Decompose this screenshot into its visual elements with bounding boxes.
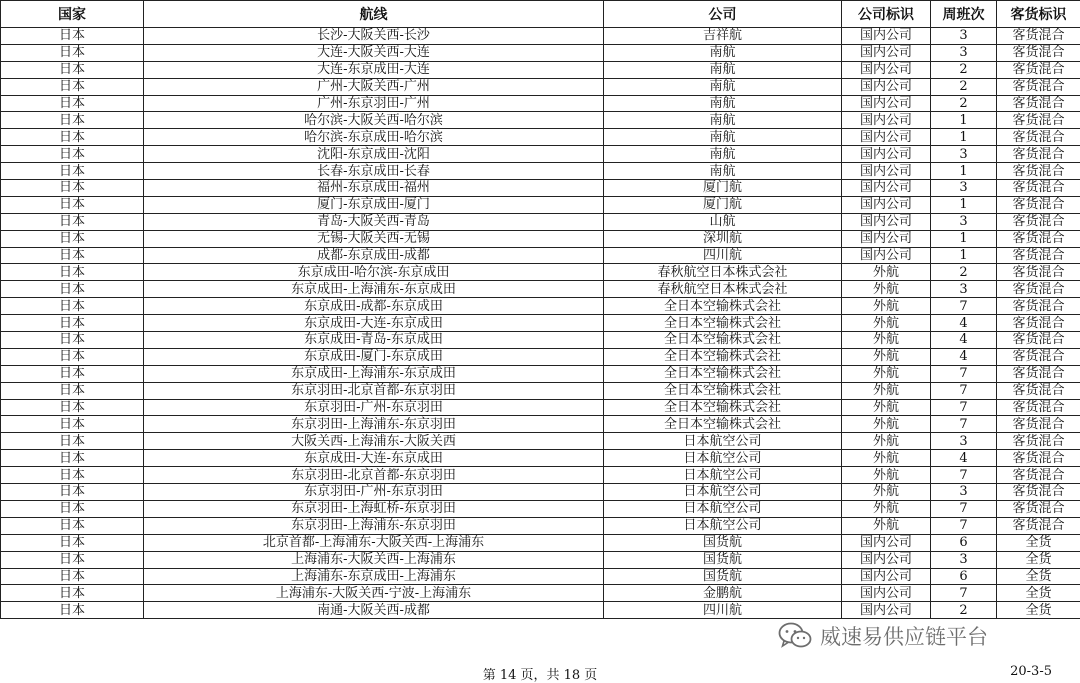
cell-route: 东京羽田-上海浦东-东京羽田 bbox=[144, 416, 604, 433]
table-row bbox=[1, 264, 1080, 281]
cell-route: 东京成田-青岛-东京成田 bbox=[144, 332, 604, 349]
cell-country: 日本 bbox=[1, 382, 144, 399]
cell-company: 南航 bbox=[604, 112, 842, 129]
table-row bbox=[1, 348, 1080, 365]
cell-company: 日本航空公司 bbox=[604, 467, 842, 484]
table-row bbox=[1, 28, 1080, 45]
cell-company: 全日本空输株式会社 bbox=[604, 332, 842, 349]
cell-route: 哈尔滨-东京成田-哈尔滨 bbox=[144, 129, 604, 146]
cell-weekly-flights: 2 bbox=[931, 61, 997, 78]
cell-cargo-type: 客货混合 bbox=[997, 281, 1080, 298]
cell-country: 日本 bbox=[1, 568, 144, 585]
cell-country: 日本 bbox=[1, 247, 144, 264]
cell-country: 日本 bbox=[1, 163, 144, 180]
cell-country: 日本 bbox=[1, 433, 144, 450]
cell-route: 大连-东京成田-大连 bbox=[144, 61, 604, 78]
cell-company-type: 外航 bbox=[842, 365, 931, 382]
table-row bbox=[1, 602, 1080, 619]
cell-route: 东京成田-成都-东京成田 bbox=[144, 298, 604, 315]
header-route: 航线 bbox=[144, 1, 604, 28]
cell-cargo-type: 客货混合 bbox=[997, 433, 1080, 450]
cell-cargo-type: 客货混合 bbox=[997, 450, 1080, 467]
cell-company-type: 国内公司 bbox=[842, 585, 931, 602]
header-cargo-type: 客货标识 bbox=[997, 1, 1080, 28]
cell-weekly-flights: 6 bbox=[931, 568, 997, 585]
cell-company-type: 外航 bbox=[842, 298, 931, 315]
cell-company: 吉祥航 bbox=[604, 28, 842, 45]
cell-company-type: 外航 bbox=[842, 348, 931, 365]
page-number: 第 14 页，共 18 页 bbox=[482, 668, 598, 683]
header-country: 国家 bbox=[1, 1, 144, 28]
cell-cargo-type: 全货 bbox=[997, 534, 1080, 551]
cell-weekly-flights: 4 bbox=[931, 450, 997, 467]
cell-route: 上海浦东-东京成田-上海浦东 bbox=[144, 568, 604, 585]
cell-cargo-type: 客货混合 bbox=[997, 348, 1080, 365]
cell-country: 日本 bbox=[1, 534, 144, 551]
table-row bbox=[1, 332, 1080, 349]
cell-company: 日本航空公司 bbox=[604, 433, 842, 450]
table-row bbox=[1, 416, 1080, 433]
cell-country: 日本 bbox=[1, 484, 144, 501]
cell-company: 全日本空输株式会社 bbox=[604, 315, 842, 332]
cell-company: 南航 bbox=[604, 95, 842, 112]
cell-cargo-type: 客货混合 bbox=[997, 78, 1080, 95]
cell-country: 日本 bbox=[1, 500, 144, 517]
table-row bbox=[1, 180, 1080, 197]
cell-company-type: 国内公司 bbox=[842, 61, 931, 78]
cell-route: 沈阳-东京成田-沈阳 bbox=[144, 146, 604, 163]
cell-company-type: 国内公司 bbox=[842, 534, 931, 551]
cell-route: 东京成田-上海浦东-东京成田 bbox=[144, 365, 604, 382]
cell-cargo-type: 客货混合 bbox=[997, 61, 1080, 78]
cell-cargo-type: 全货 bbox=[997, 602, 1080, 619]
cell-company-type: 外航 bbox=[842, 484, 931, 501]
cell-route: 哈尔滨-大阪关西-哈尔滨 bbox=[144, 112, 604, 129]
cell-company: 南航 bbox=[604, 129, 842, 146]
cell-country: 日本 bbox=[1, 602, 144, 619]
cell-route: 厦门-东京成田-厦门 bbox=[144, 196, 604, 213]
cell-company: 国货航 bbox=[604, 568, 842, 585]
table-row bbox=[1, 163, 1080, 180]
cell-country: 日本 bbox=[1, 61, 144, 78]
cell-country: 日本 bbox=[1, 112, 144, 129]
cell-weekly-flights: 3 bbox=[931, 281, 997, 298]
table-row bbox=[1, 196, 1080, 213]
cell-weekly-flights: 3 bbox=[931, 146, 997, 163]
cell-country: 日本 bbox=[1, 28, 144, 45]
table-row bbox=[1, 61, 1080, 78]
cell-country: 日本 bbox=[1, 551, 144, 568]
cell-cargo-type: 客货混合 bbox=[997, 517, 1080, 534]
cell-company: 全日本空输株式会社 bbox=[604, 399, 842, 416]
cell-cargo-type: 客货混合 bbox=[997, 95, 1080, 112]
cell-route: 上海浦东-大阪关西-宁波-上海浦东 bbox=[144, 585, 604, 602]
cell-weekly-flights: 1 bbox=[931, 112, 997, 129]
cell-company: 春秋航空日本株式会社 bbox=[604, 281, 842, 298]
cell-weekly-flights: 2 bbox=[931, 95, 997, 112]
cell-company: 厦门航 bbox=[604, 180, 842, 197]
cell-route: 东京成田-哈尔滨-东京成田 bbox=[144, 264, 604, 281]
cell-company-type: 国内公司 bbox=[842, 112, 931, 129]
cell-company-type: 外航 bbox=[842, 433, 931, 450]
cell-route: 南通-大阪关西-成都 bbox=[144, 602, 604, 619]
cell-country: 日本 bbox=[1, 230, 144, 247]
cell-cargo-type: 客货混合 bbox=[997, 382, 1080, 399]
table-row bbox=[1, 484, 1080, 501]
cell-weekly-flights: 1 bbox=[931, 196, 997, 213]
table-header-row bbox=[1, 1, 1080, 28]
print-date: 20-3-5 bbox=[1010, 664, 1052, 679]
cell-company-type: 国内公司 bbox=[842, 551, 931, 568]
cell-company-type: 外航 bbox=[842, 332, 931, 349]
cell-cargo-type: 客货混合 bbox=[997, 298, 1080, 315]
cell-company: 厦门航 bbox=[604, 196, 842, 213]
cell-weekly-flights: 7 bbox=[931, 517, 997, 534]
cell-company: 全日本空输株式会社 bbox=[604, 382, 842, 399]
cell-route: 东京羽田-上海虹桥-东京羽田 bbox=[144, 500, 604, 517]
cell-route: 广州-大阪关西-广州 bbox=[144, 78, 604, 95]
table-row bbox=[1, 247, 1080, 264]
cell-weekly-flights: 2 bbox=[931, 264, 997, 281]
cell-company: 南航 bbox=[604, 163, 842, 180]
table-row bbox=[1, 585, 1080, 602]
cell-weekly-flights: 2 bbox=[931, 78, 997, 95]
cell-company-type: 国内公司 bbox=[842, 129, 931, 146]
cell-route: 大连-大阪关西-大连 bbox=[144, 44, 604, 61]
cell-cargo-type: 客货混合 bbox=[997, 44, 1080, 61]
cell-weekly-flights: 3 bbox=[931, 484, 997, 501]
cell-route: 北京首都-上海浦东-大阪关西-上海浦东 bbox=[144, 534, 604, 551]
cell-cargo-type: 全货 bbox=[997, 568, 1080, 585]
table-row bbox=[1, 433, 1080, 450]
cell-country: 日本 bbox=[1, 298, 144, 315]
cell-weekly-flights: 1 bbox=[931, 230, 997, 247]
cell-weekly-flights: 3 bbox=[931, 213, 997, 230]
header-company: 公司 bbox=[604, 1, 842, 28]
cell-country: 日本 bbox=[1, 365, 144, 382]
cell-cargo-type: 客货混合 bbox=[997, 315, 1080, 332]
table-row bbox=[1, 78, 1080, 95]
cell-company: 日本航空公司 bbox=[604, 450, 842, 467]
table-row bbox=[1, 129, 1080, 146]
cell-company-type: 外航 bbox=[842, 315, 931, 332]
cell-cargo-type: 客货混合 bbox=[997, 213, 1080, 230]
cell-company-type: 国内公司 bbox=[842, 568, 931, 585]
cell-cargo-type: 客货混合 bbox=[997, 28, 1080, 45]
cell-country: 日本 bbox=[1, 315, 144, 332]
cell-cargo-type: 客货混合 bbox=[997, 264, 1080, 281]
cell-company-type: 外航 bbox=[842, 517, 931, 534]
cell-route: 东京羽田-北京首都-东京羽田 bbox=[144, 467, 604, 484]
table-row bbox=[1, 281, 1080, 298]
cell-cargo-type: 客货混合 bbox=[997, 332, 1080, 349]
cell-country: 日本 bbox=[1, 95, 144, 112]
cell-company: 日本航空公司 bbox=[604, 517, 842, 534]
cell-company-type: 国内公司 bbox=[842, 230, 931, 247]
cell-cargo-type: 客货混合 bbox=[997, 467, 1080, 484]
cell-company-type: 国内公司 bbox=[842, 78, 931, 95]
cell-cargo-type: 全货 bbox=[997, 551, 1080, 568]
cell-route: 东京羽田-上海浦东-东京羽田 bbox=[144, 517, 604, 534]
cell-cargo-type: 客货混合 bbox=[997, 416, 1080, 433]
cell-company-type: 国内公司 bbox=[842, 95, 931, 112]
cell-company: 南航 bbox=[604, 78, 842, 95]
cell-company-type: 国内公司 bbox=[842, 44, 931, 61]
cell-weekly-flights: 3 bbox=[931, 551, 997, 568]
cell-country: 日本 bbox=[1, 332, 144, 349]
cell-company-type: 国内公司 bbox=[842, 28, 931, 45]
table-row bbox=[1, 365, 1080, 382]
cell-weekly-flights: 4 bbox=[931, 332, 997, 349]
cell-company-type: 外航 bbox=[842, 467, 931, 484]
cell-weekly-flights: 3 bbox=[931, 433, 997, 450]
cell-weekly-flights: 4 bbox=[931, 315, 997, 332]
cell-weekly-flights: 3 bbox=[931, 180, 997, 197]
cell-weekly-flights: 1 bbox=[931, 163, 997, 180]
cell-route: 东京羽田-北京首都-东京羽田 bbox=[144, 382, 604, 399]
table-row bbox=[1, 298, 1080, 315]
cell-company: 国货航 bbox=[604, 534, 842, 551]
cell-weekly-flights: 7 bbox=[931, 585, 997, 602]
table-row bbox=[1, 467, 1080, 484]
cell-route: 成都-东京成田-成都 bbox=[144, 247, 604, 264]
table-row bbox=[1, 534, 1080, 551]
cell-route: 长沙-大阪关西-长沙 bbox=[144, 28, 604, 45]
cell-company-type: 外航 bbox=[842, 450, 931, 467]
cell-company: 金鹏航 bbox=[604, 585, 842, 602]
cell-company-type: 外航 bbox=[842, 382, 931, 399]
table-row bbox=[1, 230, 1080, 247]
cell-route: 东京羽田-广州-东京羽田 bbox=[144, 399, 604, 416]
cell-country: 日本 bbox=[1, 450, 144, 467]
cell-company-type: 国内公司 bbox=[842, 196, 931, 213]
cell-company: 全日本空输株式会社 bbox=[604, 416, 842, 433]
cell-cargo-type: 客货混合 bbox=[997, 163, 1080, 180]
cell-country: 日本 bbox=[1, 399, 144, 416]
cell-weekly-flights: 3 bbox=[931, 28, 997, 45]
cell-weekly-flights: 4 bbox=[931, 348, 997, 365]
cell-cargo-type: 客货混合 bbox=[997, 196, 1080, 213]
cell-company: 南航 bbox=[604, 44, 842, 61]
table-row bbox=[1, 112, 1080, 129]
cell-route: 广州-东京羽田-广州 bbox=[144, 95, 604, 112]
cell-weekly-flights: 7 bbox=[931, 365, 997, 382]
header-company-type: 公司标识 bbox=[842, 1, 931, 28]
cell-company: 春秋航空日本株式会社 bbox=[604, 264, 842, 281]
cell-company: 日本航空公司 bbox=[604, 484, 842, 501]
cell-weekly-flights: 3 bbox=[931, 44, 997, 61]
table-row bbox=[1, 382, 1080, 399]
cell-route: 上海浦东-大阪关西-上海浦东 bbox=[144, 551, 604, 568]
cell-cargo-type: 客货混合 bbox=[997, 146, 1080, 163]
cell-cargo-type: 客货混合 bbox=[997, 399, 1080, 416]
wechat-icon bbox=[778, 622, 812, 650]
cell-cargo-type: 客货混合 bbox=[997, 247, 1080, 264]
cell-weekly-flights: 7 bbox=[931, 399, 997, 416]
cell-company: 山航 bbox=[604, 213, 842, 230]
cell-cargo-type: 客货混合 bbox=[997, 500, 1080, 517]
cell-country: 日本 bbox=[1, 467, 144, 484]
cell-company-type: 外航 bbox=[842, 416, 931, 433]
cell-cargo-type: 客货混合 bbox=[997, 180, 1080, 197]
cell-cargo-type: 全货 bbox=[997, 585, 1080, 602]
cell-company-type: 外航 bbox=[842, 281, 931, 298]
table-row bbox=[1, 500, 1080, 517]
cell-company-type: 国内公司 bbox=[842, 146, 931, 163]
cell-route: 福州-东京成田-福州 bbox=[144, 180, 604, 197]
cell-country: 日本 bbox=[1, 78, 144, 95]
cell-country: 日本 bbox=[1, 146, 144, 163]
cell-route: 东京成田-上海浦东-东京成田 bbox=[144, 281, 604, 298]
cell-route: 东京羽田-广州-东京羽田 bbox=[144, 484, 604, 501]
cell-country: 日本 bbox=[1, 264, 144, 281]
cell-company-type: 国内公司 bbox=[842, 180, 931, 197]
cell-company-type: 国内公司 bbox=[842, 163, 931, 180]
cell-weekly-flights: 2 bbox=[931, 602, 997, 619]
cell-cargo-type: 客货混合 bbox=[997, 484, 1080, 501]
cell-country: 日本 bbox=[1, 129, 144, 146]
cell-company: 日本航空公司 bbox=[604, 500, 842, 517]
table-row bbox=[1, 517, 1080, 534]
table-row bbox=[1, 146, 1080, 163]
cell-weekly-flights: 7 bbox=[931, 467, 997, 484]
cell-company: 南航 bbox=[604, 146, 842, 163]
cell-weekly-flights: 7 bbox=[931, 298, 997, 315]
cell-weekly-flights: 1 bbox=[931, 129, 997, 146]
table-row bbox=[1, 551, 1080, 568]
cell-company: 四川航 bbox=[604, 247, 842, 264]
cell-company: 南航 bbox=[604, 61, 842, 78]
cell-country: 日本 bbox=[1, 348, 144, 365]
header-weekly-flights: 周班次 bbox=[931, 1, 997, 28]
cell-weekly-flights: 7 bbox=[931, 500, 997, 517]
cell-cargo-type: 客货混合 bbox=[997, 365, 1080, 382]
cell-weekly-flights: 1 bbox=[931, 247, 997, 264]
cell-company-type: 国内公司 bbox=[842, 213, 931, 230]
cell-country: 日本 bbox=[1, 44, 144, 61]
cell-route: 长春-东京成田-长春 bbox=[144, 163, 604, 180]
cell-company-type: 国内公司 bbox=[842, 247, 931, 264]
cell-route: 大阪关西-上海浦东-大阪关西 bbox=[144, 433, 604, 450]
cell-company: 全日本空输株式会社 bbox=[604, 298, 842, 315]
cell-country: 日本 bbox=[1, 281, 144, 298]
cell-country: 日本 bbox=[1, 585, 144, 602]
table-body bbox=[1, 28, 1080, 619]
cell-company: 全日本空输株式会社 bbox=[604, 348, 842, 365]
cell-company: 四川航 bbox=[604, 602, 842, 619]
cell-weekly-flights: 7 bbox=[931, 416, 997, 433]
cell-cargo-type: 客货混合 bbox=[997, 112, 1080, 129]
cell-weekly-flights: 6 bbox=[931, 534, 997, 551]
table-row bbox=[1, 450, 1080, 467]
cell-route: 东京成田-厦门-东京成田 bbox=[144, 348, 604, 365]
cell-company-type: 外航 bbox=[842, 399, 931, 416]
watermark-text: 威速易供应链平台 bbox=[820, 625, 988, 649]
cell-company-type: 外航 bbox=[842, 264, 931, 281]
cell-company-type: 国内公司 bbox=[842, 602, 931, 619]
table-row bbox=[1, 315, 1080, 332]
cell-country: 日本 bbox=[1, 213, 144, 230]
cell-company: 深圳航 bbox=[604, 230, 842, 247]
cell-route: 青岛-大阪关西-青岛 bbox=[144, 213, 604, 230]
cell-route: 东京成田-大连-东京成田 bbox=[144, 315, 604, 332]
table-row bbox=[1, 568, 1080, 585]
cell-weekly-flights: 7 bbox=[931, 382, 997, 399]
cell-company: 全日本空输株式会社 bbox=[604, 365, 842, 382]
cell-company: 国货航 bbox=[604, 551, 842, 568]
table-row bbox=[1, 213, 1080, 230]
cell-country: 日本 bbox=[1, 180, 144, 197]
cell-country: 日本 bbox=[1, 196, 144, 213]
table-row bbox=[1, 44, 1080, 61]
cell-company-type: 外航 bbox=[842, 500, 931, 517]
cell-route: 东京成田-大连-东京成田 bbox=[144, 450, 604, 467]
table-row bbox=[1, 95, 1080, 112]
cell-country: 日本 bbox=[1, 416, 144, 433]
table-row bbox=[1, 399, 1080, 416]
cell-route: 无锡-大阪关西-无锡 bbox=[144, 230, 604, 247]
cell-cargo-type: 客货混合 bbox=[997, 129, 1080, 146]
cell-country: 日本 bbox=[1, 517, 144, 534]
watermark bbox=[778, 621, 988, 651]
cell-cargo-type: 客货混合 bbox=[997, 230, 1080, 247]
